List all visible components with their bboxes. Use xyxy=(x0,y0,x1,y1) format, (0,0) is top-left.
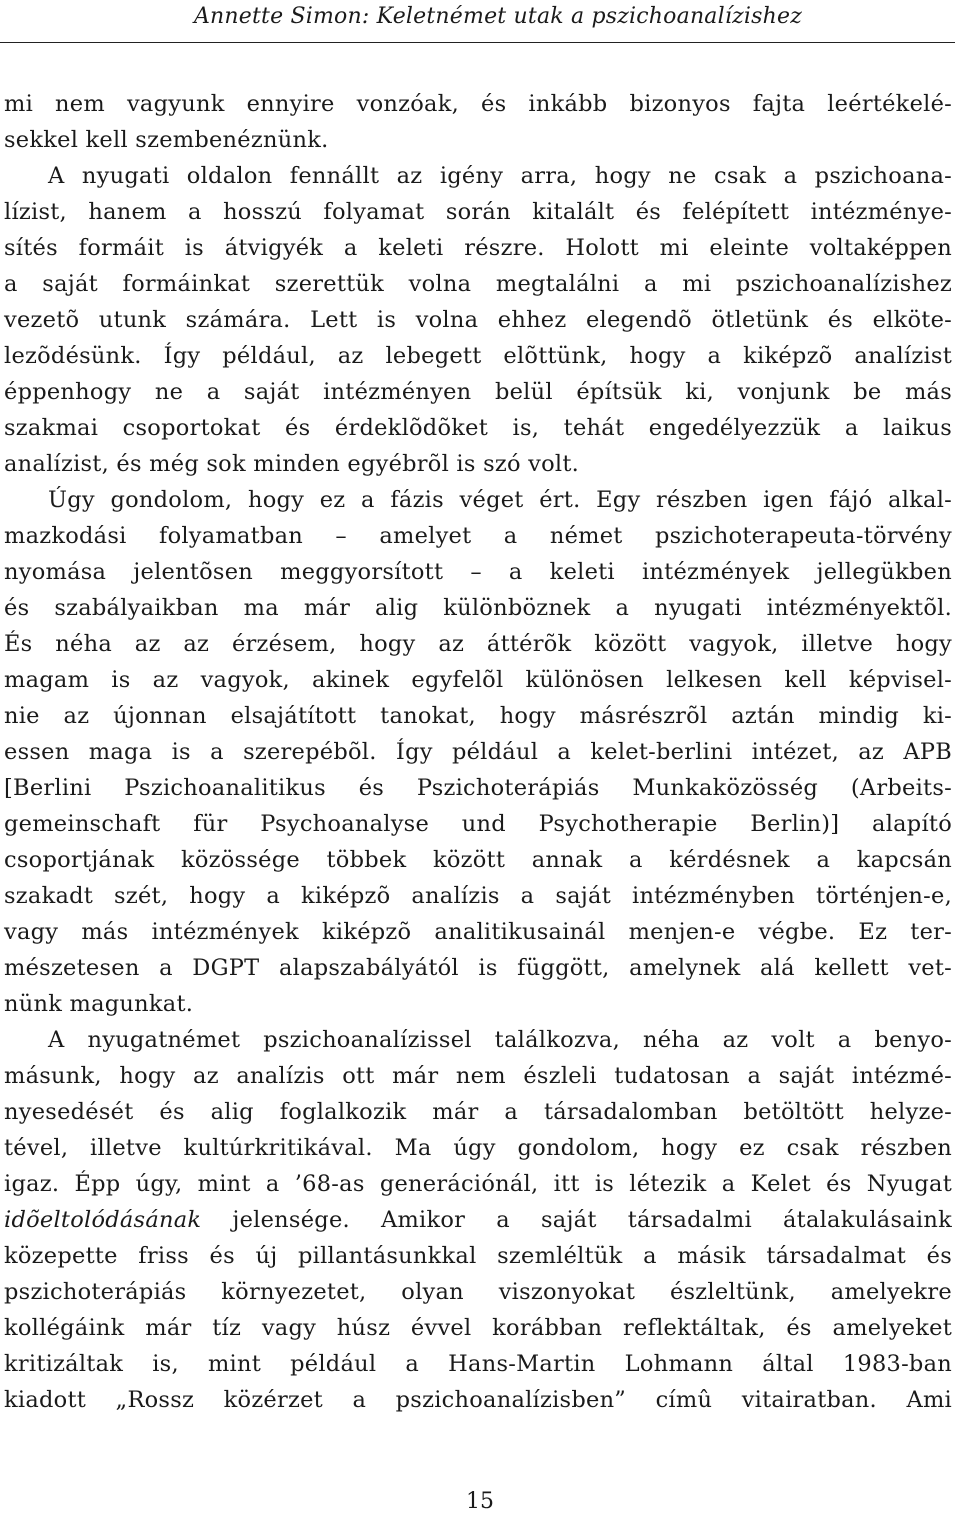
line-remainder: jelensége. Amikor a saját társadalmi átalakulásaink xyxy=(201,1207,952,1233)
text-line: éppenhogy ne a saját intézményen belül építsük ki, vonjunk be más xyxy=(4,379,952,405)
text-line: Úgy gondolom, hogy ez a fázis véget ért. Egy részben igen fájó alkal- xyxy=(48,487,952,513)
text-line: kollégáink már tíz vagy húsz évvel korábban reflektáltak, és amelyeket xyxy=(4,1315,952,1341)
text-line: vagy más intézmények kiképzõ analitikusainál menjen-e végbe. Ez ter- xyxy=(4,919,952,945)
text-line: mészetesen a DGPT alapszabályától is függött, amelynek alá kellett vet- xyxy=(4,955,952,981)
text-line: és szabályaikban ma már alig különböznek a nyugati intézményektõl. xyxy=(4,595,952,621)
text-line: A nyugatnémet pszichoanalízissel találkozva, néha az volt a benyo- xyxy=(48,1027,952,1053)
text-line: mi nem vagyunk ennyire vonzóak, és inkább bizonyos fajta leértékelé- xyxy=(4,91,952,117)
text-line: szakmai csoportokat és érdeklõdõket is, tehát engedélyezzük a laikus xyxy=(4,415,952,441)
text-line-with-italic xyxy=(4,1202,952,1238)
text-line: mazkodási folyamatban – amelyet a német pszichoterapeuta-törvény xyxy=(4,523,952,549)
text-line: tével, illetve kultúrkritikával. Ma úgy gondolom, hogy ez csak részben xyxy=(4,1135,952,1161)
running-head-title: Annette Simon: Keletnémet utak a pszichoanalízishez xyxy=(193,4,802,29)
header-rule xyxy=(0,42,955,43)
text-line: sítés formáit is átvigyék a keleti részre. Holott mi eleinte voltaképpen xyxy=(4,235,952,261)
page-number: 15 xyxy=(466,1489,494,1514)
text-line: analízist, és még sok minden egyébrõl is szó volt. xyxy=(4,451,580,477)
text-line: És néha az az érzésem, hogy az áttérõk között vagyok, illetve hogy xyxy=(4,631,952,657)
text-line: magam is az vagyok, akinek egyfelõl különösen lelkesen kell képvisel- xyxy=(4,667,952,693)
text-line: nünk magunkat. xyxy=(4,991,194,1017)
text-line: kiadott „Rossz közérzet a pszichoanalízisben” címû vitairatban. Ami xyxy=(4,1387,952,1413)
text-line: nyesedését és alig foglalkozik már a társadalomban betöltött helyze- xyxy=(4,1099,952,1125)
text-line: vezetõ utunk számára. Lett is volna ehhez elegendõ ötletünk és elköte- xyxy=(4,307,952,333)
text-line: nie az újonnan elsajátított tanokat, hogy másrészrõl aztán mindig ki- xyxy=(4,703,952,729)
italic-term: idõeltolódásának xyxy=(4,1207,202,1233)
text-line: A nyugati oldalon fennállt az igény arra, hogy ne csak a pszichoana- xyxy=(48,163,952,189)
text-line: [Berlini Pszichoanalitikus és Pszichoterápiás Munkaközösség (Arbeits- xyxy=(4,775,952,801)
text-line: szakadt szét, hogy a kiképzõ analízis a saját intézményben történjen-e, xyxy=(4,883,952,909)
text-line: közepette friss és új pillantásunkkal szemléltük a másik társadalmat és xyxy=(4,1243,952,1269)
text-line: pszichoterápiás környezetet, olyan viszonyokat észleltünk, amelyekre xyxy=(4,1279,952,1305)
text-line: lezõdésünk. Így például, az lebegett elõttünk, hogy a kiképzõ analízist xyxy=(4,343,952,369)
text-line: a saját formáinkat szerettük volna megtalálni a mi pszichoanalízishez xyxy=(4,271,952,297)
text-line: gemeinschaft für Psychoanalyse und Psychotherapie Berlin)] alapító xyxy=(4,811,952,837)
text-line: másunk, hogy az analízis ott már nem észleli tudatosan a saját intézmé- xyxy=(4,1063,952,1089)
text-line: sekkel kell szembenéznünk. xyxy=(4,127,329,153)
text-line: nyomása jelentõsen meggyorsított – a keleti intézmények jellegükben xyxy=(4,559,952,585)
text-line: lízist, hanem a hosszú folyamat során kitalált és felépített intézménye- xyxy=(4,199,952,225)
text-line: igaz. Épp úgy, mint a ’68-as generációnál, itt is létezik a Kelet és Nyugat xyxy=(4,1171,952,1197)
text-line: essen maga is a szerepébõl. Így például a kelet-berlini intézet, az APB xyxy=(4,739,952,765)
text-line: csoportjának közössége többek között annak a kérdésnek a kapcsán xyxy=(4,847,952,873)
text-line: kritizáltak is, mint például a Hans-Martin Lohmann által 1983-ban xyxy=(4,1351,952,1377)
